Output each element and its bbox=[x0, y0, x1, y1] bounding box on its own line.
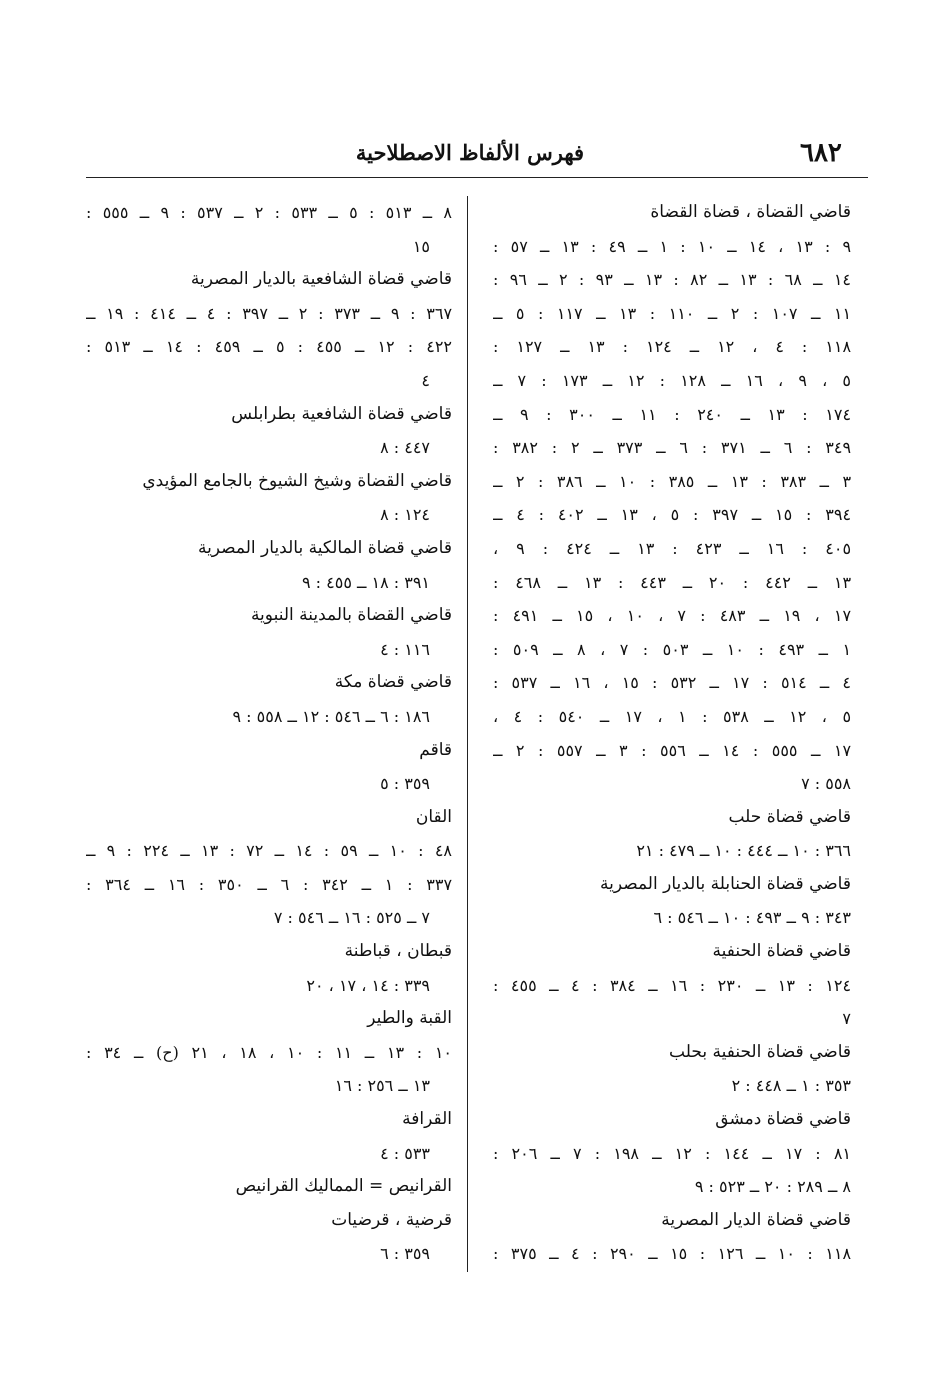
index-entry-heading: قاضي قضاة المالكية بالديار المصرية bbox=[197, 537, 452, 558]
index-entry-references: ٣٣٩ : ١٤ ، ١٧ ، ٢٠ bbox=[306, 975, 430, 995]
index-entry-references: ١٧٤ : ١٣ ــ ٢٤٠ : ١١ ــ ٣٠٠ : ٩ ــ bbox=[493, 404, 851, 424]
index-entry-references: ٥٣٣ : ٤ bbox=[380, 1143, 430, 1163]
index-entry-references: ١١٨ : ٤ ، ١٢ ــ ١٢٤ : ١٣ ــ ١٢٧ : bbox=[493, 337, 851, 357]
index-entry-references: ٨ ــ ٢٨٩ : ٢٠ ــ ٥٢٣ : ٩ bbox=[694, 1177, 851, 1197]
index-entry-references: ٣٥٣ : ١ ــ ٤٤٨ : ٢ bbox=[731, 1076, 851, 1096]
index-entry-references: ١٤ ــ ٦٨ : ١٣ ــ ٨٢ : ١٣ ــ ٩٣ : ٢ ــ ٩٦ : bbox=[493, 270, 851, 290]
index-entry-heading: قاضي قضاة الشافعية بطرابلس bbox=[231, 403, 452, 424]
column-divider bbox=[467, 196, 468, 1272]
index-entry-heading: قاضي قضاة حلب bbox=[728, 806, 851, 827]
index-entry-references: ١٨٦ : ٦ ــ ٥٤٦ : ١٢ ــ ٥٥٨ : ٩ bbox=[232, 706, 430, 726]
index-entry-references: ١٣ ــ ٤٤٢ : ٢٠ ــ ٤٤٣ : ١٣ ــ ٤٦٨ : bbox=[493, 572, 851, 592]
index-entry-references: ٣٩٤ : ١٥ ــ ٣٩٧ : ٥ ، ١٣ ــ ٤٠٢ : ٤ ــ bbox=[493, 505, 851, 525]
index-entry-references: ١٥ bbox=[412, 236, 430, 256]
index-entry-references: ٨ ــ ٥١٣ : ٥ ــ ٥٣٣ : ٢ ــ ٥٣٧ : ٩ ــ ٥٥٥ : bbox=[86, 203, 452, 222]
index-entry-references: ١٠ : ١٣ ــ ١١ : ١٠ ، ١٨ ، ٢١ (ح) ــ ٣٤ : bbox=[86, 1042, 452, 1062]
index-entry-references: ٣٤٣ : ٩ ــ ٤٩٣ : ١٠ ــ ٥٤٦ : ٦ bbox=[653, 908, 851, 928]
index-entry-heading: قاضي القضاة بالمدينة النبوية bbox=[250, 605, 452, 626]
index-entry-references: ٣ ــ ٣٨٣ : ١٣ ــ ٣٨٥ : ١٠ ــ ٣٨٦ : ٢ ــ bbox=[493, 471, 851, 491]
index-entry-heading: قبطان ، قباطنة bbox=[344, 941, 452, 962]
index-entry-heading: قاضي القضاة ، قضاة القضاة bbox=[650, 202, 851, 222]
running-title: فهرس الألفاظ الاصطلاحية bbox=[355, 140, 585, 165]
index-entry-references: ٨١ : ١٧ ــ ١٤٤ : ١٢ ــ ١٩٨ : ٧ ــ ٢٠٦ : bbox=[493, 1143, 851, 1163]
index-entry-references: ٣٥٩ : ٦ bbox=[380, 1244, 430, 1264]
index-entry-references: ٣٥٩ : ٥ bbox=[380, 774, 430, 794]
index-entry-references: ٣٦٧ : ٩ ــ ٣٧٣ : ٢ ــ ٣٩٧ : ٤ ــ ٤١٤ : ١٩ ــ bbox=[86, 303, 452, 323]
index-entry-references: ١٢٤ : ١٣ ــ ٢٣٠ : ١٦ ــ ٣٨٤ : ٤ ــ ٤٥٥ : bbox=[493, 975, 851, 995]
index-entry-heading: قاضي قضاة مكة bbox=[334, 672, 452, 693]
index-entry-references: ٤٠٥ : ١٦ ــ ٤٢٣ : ١٣ ــ ٤٢٤ : ٩ ، bbox=[493, 538, 851, 558]
index-entry-heading: قاقم bbox=[419, 739, 452, 760]
index-entry-references: ١٧ ، ١٩ ــ ٤٨٣ : ٧ ، ١٠ ، ١٥ ــ ٤٩١ : bbox=[493, 606, 851, 626]
index-entry-references: ١٣ ــ ٢٥٦ : ١٦ bbox=[334, 1076, 430, 1096]
index-entry-references: ٤٨ : ١٠ ــ ٥٩ : ١٤ ــ ٧٢ : ١٣ ــ ٢٢٤ : ٩ ــ bbox=[86, 841, 452, 861]
index-entry-heading: قاضي قضاة الحنفية bbox=[712, 941, 851, 962]
index-entry-heading: قاضي القضاة وشيخ الشيوخ بالجامع المؤيدي bbox=[142, 470, 452, 491]
index-entry-heading: قاضي قضاة دمشق bbox=[715, 1109, 851, 1130]
index-entry-heading: القرانيص = المماليك القرانيص bbox=[235, 1176, 452, 1197]
index-entry-references: ١١٦ : ٤ bbox=[380, 639, 430, 659]
index-entry-references: ١٧ ــ ٥٥٥ : ١٤ ــ ٥٥٦ : ٣ ــ ٥٥٧ : ٢ ــ bbox=[493, 740, 851, 760]
index-entry-references: ١٢٤ : ٨ bbox=[380, 505, 430, 525]
index-entry-heading: قرضية ، قرضيات bbox=[331, 1209, 452, 1230]
header-rule bbox=[86, 177, 868, 178]
index-entry-heading: القرافة bbox=[402, 1109, 452, 1130]
index-entry-references: ٩ : ١٣ ، ١٤ ــ ١٠ : ١ ــ ٤٩ : ١٣ ــ ٥٧ : bbox=[493, 236, 851, 256]
index-entry-references: ٧ bbox=[842, 1009, 851, 1029]
index-entry-references: ١١٨ : ١٠ ــ ١٢٦ : ١٥ ــ ٢٩٠ : ٤ ــ ٣٧٥ : bbox=[493, 1244, 851, 1264]
index-entry-heading: قاضي قضاة الحنفية بحلب bbox=[669, 1041, 851, 1062]
index-entry-references: ٣٣٧ : ١ ــ ٣٤٢ : ٦ ــ ٣٥٠ : ١٦ ــ ٣٦٤ : bbox=[86, 874, 452, 894]
index-entry-references: ١ ــ ٤٩٣ : ١٠ ــ ٥٠٣ : ٧ ، ٨ ــ ٥٠٩ : bbox=[493, 639, 851, 659]
index-entry-references: ٥ ، ٩ ، ١٦ ــ ١٢٨ : ١٢ ــ ١٧٣ : ٧ ــ bbox=[493, 370, 851, 390]
index-entry-heading: القبة والطير bbox=[367, 1008, 452, 1029]
index-entry-heading: القان bbox=[415, 806, 452, 827]
index-entry-references: ١١ ــ ١٠٧ : ٢ ــ ١١٠ : ١٣ ــ ١١٧ : ٥ ــ bbox=[493, 303, 851, 323]
index-entry-references: ٣٤٩ : ٦ ــ ٣٧١ : ٦ ــ ٣٧٣ ــ ٢ : ٣٨٢ : bbox=[493, 438, 851, 458]
index-entry-references: ٥ ، ١٢ ــ ٥٣٨ : ١ ، ١٧ ــ ٥٤٠ : ٤ ، bbox=[493, 706, 851, 726]
index-entry-references: ٤ ــ ٥١٤ : ١٧ ــ ٥٣٢ : ١٥ ، ١٦ ــ ٥٣٧ : bbox=[493, 673, 851, 693]
index-entry-heading: قاضي قضاة الشافعية بالديار المصرية bbox=[190, 269, 452, 290]
index-entry-references: ٥٥٨ : ٧ bbox=[801, 774, 851, 794]
right-column bbox=[493, 196, 851, 1271]
index-entry-heading: قاضي قضاة الحنابلة بالديار المصرية bbox=[600, 873, 851, 894]
left-column bbox=[86, 196, 452, 1271]
index-entry-references: ٤ bbox=[421, 370, 430, 390]
index-entry-references: ٣٩١ : ١٨ ــ ٤٥٥ : ٩ bbox=[301, 572, 430, 592]
page-number: ٦٨٢ bbox=[800, 138, 842, 168]
index-entry-references: ٧ ــ ٥٢٥ : ١٦ ــ ٥٤٦ : ٧ bbox=[273, 908, 430, 928]
index-entry-references: ٤٢٢ : ١٢ ــ ٤٥٥ : ٥ ــ ٤٥٩ : ١٤ ــ ٥١٣ : bbox=[86, 337, 452, 357]
index-entry-references: ٤٤٧ : ٨ bbox=[380, 438, 430, 458]
index-entry-heading: قاضي قضاة الديار المصرية bbox=[661, 1209, 851, 1230]
index-entry-references: ٣٦٦ : ١٠ ــ ٤٤٤ : ١٠ ــ ٤٧٩ : ٢١ bbox=[636, 841, 851, 861]
